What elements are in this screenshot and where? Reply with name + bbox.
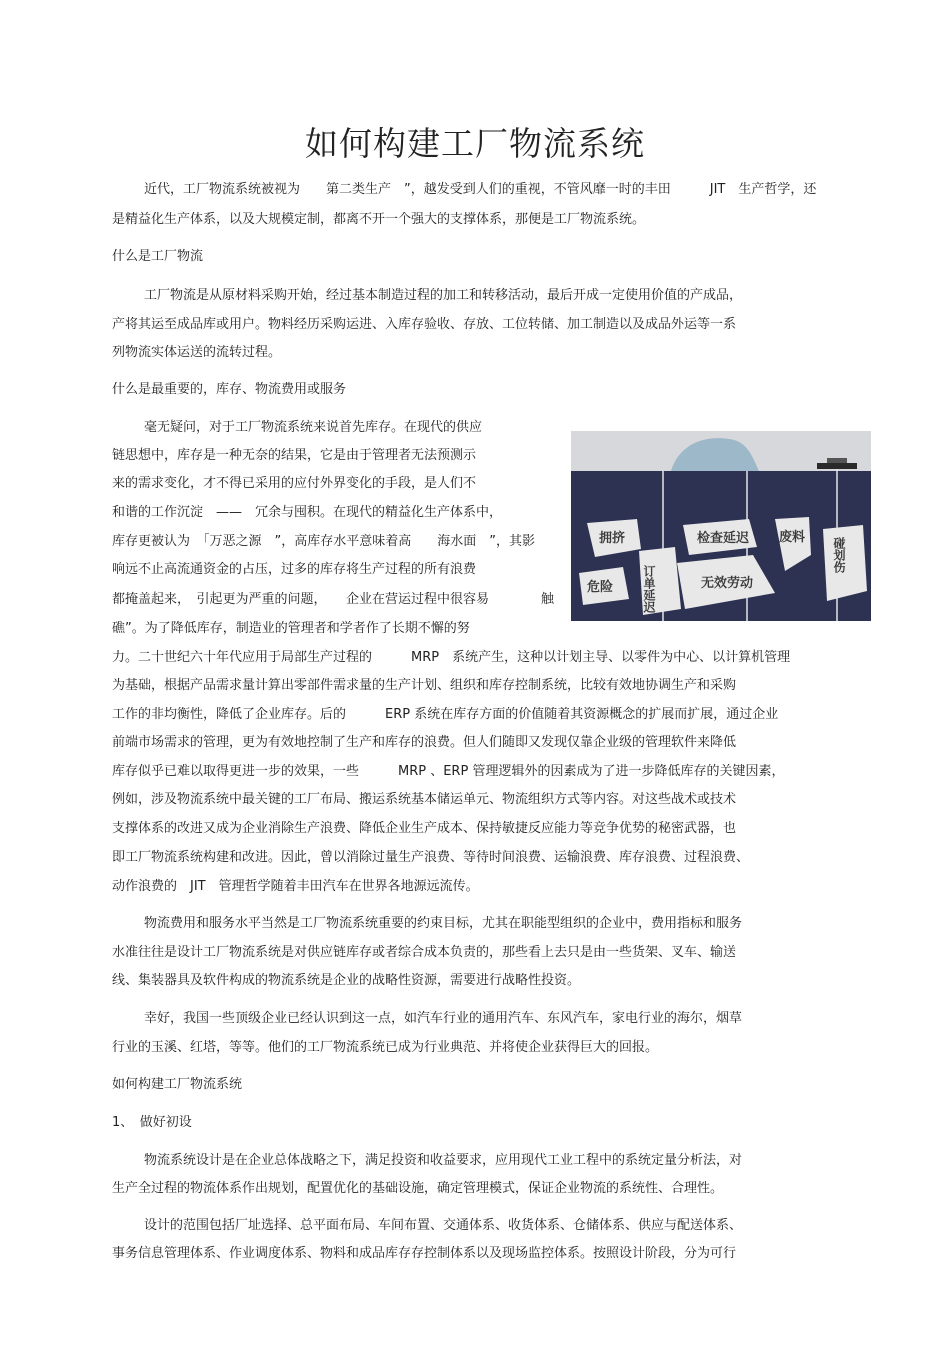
paragraph-line: 列物流实体运送的流转过程。 bbox=[112, 345, 282, 360]
paragraph-line: 物流系统设计是在企业总体战略之下，满足投资和收益要求，应用现代工业工程中的系统定量分析法，对 bbox=[144, 1153, 743, 1168]
paragraph-line: 支撑体系的改进又成为企业消除生产浪费、降低企业生产成本、保持敏捷反应能力等竞争优势的秘密武器，也 bbox=[112, 821, 737, 836]
paragraph-line: 礁”。为了降低库存，制造业的管理者和学者作了长期不懈的努 bbox=[112, 621, 470, 636]
paragraph-line: 产将其运至成品库或用户。物料经历采购运进、入库存验收、存放、工位转储、加工制造以及成品外运等一系 bbox=[112, 317, 737, 332]
paragraph-line: 近代，工厂物流系统被视为 第二类生产 ”，越发受到人们的重视，不管风靡一时的丰田 JIT 生产哲学，还 bbox=[144, 182, 817, 197]
paragraph-line: 线、集装器具及软件构成的物流系统是企业的战略性资源，需要进行战略性投资。 bbox=[112, 973, 581, 988]
numbered-heading: 1、 做好初设 bbox=[112, 1115, 192, 1130]
section-heading: 如何构建工厂物流系统 bbox=[112, 1077, 243, 1092]
paragraph-line: 水准往往是设计工厂物流系统是对供应链库存或者综合成本负责的，那些看上去只是由一些货架、叉车、输送 bbox=[112, 945, 737, 960]
paragraph-line: 都掩盖起来， 引起更为严重的问题， 企业在营运过程中很容易 触 bbox=[112, 592, 555, 607]
paragraph-line: 响远不止高流通资金的占压，过多的库存将生产过程的所有浪费 bbox=[112, 562, 477, 577]
rock-label: 废料 bbox=[779, 530, 806, 545]
paragraph-line: 幸好，我国一些顶级企业已经认识到这一点，如汽车行业的通用汽车、东风汽车，家电行业的海尔，烟草 bbox=[144, 1011, 743, 1026]
paragraph-line: 库存更被认为 「万恶之源 ”，高库存水平意味着高 海水面 ”，其影 bbox=[112, 534, 535, 549]
paragraph-line: 毫无疑问，对于工厂物流系统来说首先库存。在现代的供应 bbox=[144, 420, 483, 435]
page-title: 如何构建工厂物流系统 bbox=[305, 124, 645, 163]
paragraph-line: 物流费用和服务水平当然是工厂物流系统重要的约束目标，尤其在职能型组织的企业中，费用指标和服务 bbox=[144, 916, 743, 931]
section-heading: 什么是最重要的，库存、物流费用或服务 bbox=[112, 382, 347, 397]
paragraph-line: 动作浪费的 JIT 管理哲学随着丰田汽车在世界各地源远流传。 bbox=[112, 879, 479, 894]
paragraph-line: 行业的玉溪、红塔，等等。他们的工厂物流系统已成为行业典范、并将使企业获得巨大的回报。 bbox=[112, 1040, 659, 1055]
inventory-iceberg-illustration bbox=[571, 431, 871, 621]
rock-label-vertical: 订单延迟 bbox=[642, 565, 656, 613]
rock-label-vertical: 碰划伤 bbox=[832, 537, 846, 573]
paragraph-line: 链思想中，库存是一种无奈的结果，它是由于管理者无法预测示 bbox=[112, 448, 477, 463]
paragraph-line: 库存似乎已难以取得更进一步的效果，一些 MRP 、ERP 管理逻辑外的因素成为了进一步降低库存的关键因素， bbox=[112, 764, 785, 779]
paragraph-line: 为基础，根据产品需求量计算出零部件需求量的生产计划、组织和库存控制系统，比较有效地协调生产和采购 bbox=[112, 678, 737, 693]
paragraph-line: 例如，涉及物流系统中最关键的工厂布局、搬运系统基本储运单元、物流组织方式等内容。对这些战术或技术 bbox=[112, 792, 737, 807]
paragraph-line: 和谐的工作沉淀 —— 冗余与囤积。在现代的精益化生产体系中， bbox=[112, 505, 503, 520]
paragraph-line: 是精益化生产体系，以及大规模定制，都离不开一个强大的支撑体系，那便是工厂物流系统。 bbox=[112, 212, 646, 227]
paragraph-line: 来的需求变化，才不得已采用的应付外界变化的手段，是人们不 bbox=[112, 476, 477, 491]
paragraph-line: 力。二十世纪六十年代应用于局部生产过程的 MRP 系统产生，这种以计划主导、以零件为中心、以计算机管理 bbox=[112, 650, 791, 665]
paragraph-line: 工厂物流是从原材料采购开始，经过基本制造过程的加工和转移活动，最后开成一定使用价值的产成品， bbox=[144, 288, 743, 303]
rock-label: 检查延迟 bbox=[697, 531, 750, 546]
rock-label: 危险 bbox=[587, 580, 614, 595]
paragraph-line: 事务信息管理体系、作业调度体系、物料和成品库存存控制体系以及现场监控体系。按照设计阶段，分为可行 bbox=[112, 1246, 737, 1261]
paragraph-line: 前端市场需求的管理，更为有效地控制了生产和库存的浪费。但人们随即又发现仅靠企业级的管理软件来降低 bbox=[112, 735, 737, 750]
paragraph-line: 工作的非均衡性，降低了企业库存。后的 ERP 系统在库存方面的价值随着其资源概念的扩展而扩展，通过企业 bbox=[112, 707, 779, 722]
rock-label: 无效劳动 bbox=[701, 576, 754, 591]
rock-label: 拥挤 bbox=[599, 531, 626, 546]
paragraph-line: 生产全过程的物流体系作出规划，配置优化的基础设施，确定管理模式，保证企业物流的系统性、合理性。 bbox=[112, 1181, 724, 1196]
paragraph-line: 即工厂物流系统构建和改进。因此，曾以消除过量生产浪费、等待时间浪费、运输浪费、库存浪费、过程浪费、 bbox=[112, 850, 750, 865]
paragraph-line: 设计的范围包括厂址选择、总平面布局、车间布置、交通体系、收货体系、仓储体系、供应与配送体系、 bbox=[144, 1218, 743, 1233]
section-heading: 什么是工厂物流 bbox=[112, 249, 204, 264]
